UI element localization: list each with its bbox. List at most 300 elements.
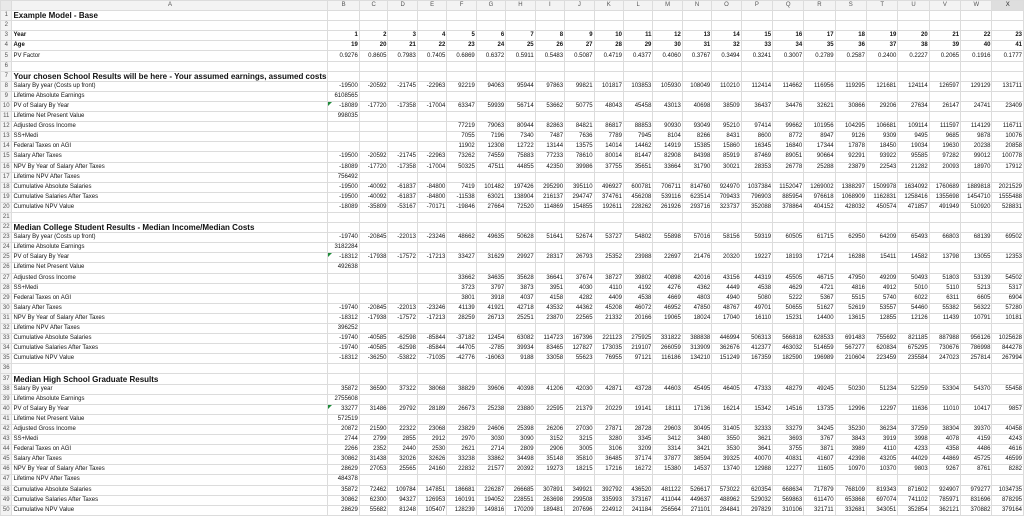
value-cell[interactable]: 44319 <box>741 273 772 283</box>
value-cell[interactable]: 55623 <box>565 354 594 364</box>
value-cell[interactable]: 7 <box>506 31 535 41</box>
empty-cell[interactable] <box>898 414 929 424</box>
value-cell[interactable]: 2906 <box>535 445 564 455</box>
empty-cell[interactable] <box>623 394 652 404</box>
value-cell[interactable]: -2785 <box>476 344 505 354</box>
value-cell[interactable]: 109784 <box>388 485 417 495</box>
empty-cell[interactable] <box>476 212 505 222</box>
value-cell[interactable]: 25398 <box>506 424 535 434</box>
value-cell[interactable]: 53727 <box>594 233 623 243</box>
value-cell[interactable]: 35 <box>804 41 835 51</box>
value-cell[interactable]: -70171 <box>417 202 446 212</box>
empty-cell[interactable] <box>961 71 992 81</box>
empty-cell[interactable] <box>653 263 682 273</box>
row-label-cell[interactable]: Lifetime Net Present Value <box>12 414 328 424</box>
value-cell[interactable]: 1 <box>328 31 359 41</box>
value-cell[interactable]: 0.8605 <box>359 51 388 61</box>
value-cell[interactable]: 4912 <box>866 283 897 293</box>
empty-cell[interactable] <box>866 475 897 485</box>
value-cell[interactable]: 25 <box>506 41 535 51</box>
value-cell[interactable]: -18312 <box>328 313 359 323</box>
value-cell[interactable]: 362121 <box>929 505 960 515</box>
value-cell[interactable]: 197426 <box>506 182 535 192</box>
empty-cell[interactable] <box>417 223 446 233</box>
value-cell[interactable]: 75883 <box>506 152 535 162</box>
column-header-a[interactable]: A <box>12 1 328 11</box>
empty-cell[interactable] <box>835 243 866 253</box>
empty-cell[interactable] <box>741 243 772 253</box>
value-cell[interactable]: 207696 <box>565 505 594 515</box>
empty-cell[interactable] <box>594 61 623 71</box>
value-cell[interactable]: 79063 <box>476 122 505 132</box>
empty-cell[interactable] <box>623 21 652 31</box>
value-cell[interactable]: 21332 <box>594 313 623 323</box>
empty-cell[interactable] <box>773 414 804 424</box>
empty-cell[interactable] <box>682 475 711 485</box>
empty-cell[interactable] <box>773 394 804 404</box>
empty-cell[interactable] <box>712 71 741 81</box>
value-cell[interactable]: 3693 <box>773 435 804 445</box>
value-cell[interactable]: 88853 <box>623 122 652 132</box>
value-cell[interactable]: 5515 <box>835 293 866 303</box>
empty-cell[interactable] <box>961 475 992 485</box>
empty-cell[interactable] <box>388 112 417 122</box>
value-cell[interactable]: 10181 <box>992 313 1024 323</box>
empty-cell[interactable] <box>359 394 388 404</box>
empty-cell[interactable] <box>961 263 992 273</box>
value-cell[interactable]: 49245 <box>804 384 835 394</box>
value-cell[interactable]: 50493 <box>898 273 929 283</box>
row-header[interactable]: 4 <box>1 41 12 51</box>
empty-cell[interactable] <box>835 364 866 374</box>
value-cell[interactable]: 23879 <box>835 162 866 172</box>
empty-cell[interactable] <box>992 91 1024 101</box>
row-label-cell[interactable]: Salary After Taxes <box>12 303 328 313</box>
value-cell[interactable]: 37259 <box>898 424 929 434</box>
empty-cell[interactable] <box>506 364 535 374</box>
value-cell[interactable]: -40092 <box>359 192 388 202</box>
empty-cell[interactable] <box>653 374 682 384</box>
value-cell[interactable]: 99821 <box>565 81 594 91</box>
empty-cell[interactable] <box>929 243 960 253</box>
value-cell[interactable]: 1152047 <box>773 182 804 192</box>
value-cell[interactable]: 295290 <box>535 182 564 192</box>
empty-cell[interactable] <box>476 243 505 253</box>
empty-cell[interactable] <box>961 212 992 222</box>
value-cell[interactable]: 24 <box>476 41 505 51</box>
value-cell[interactable]: 69502 <box>992 233 1024 243</box>
value-cell[interactable]: 37322 <box>388 384 417 394</box>
value-cell[interactable]: -17572 <box>388 253 417 263</box>
value-cell[interactable]: 12297 <box>866 404 897 414</box>
value-cell[interactable]: 4276 <box>653 283 682 293</box>
value-cell[interactable]: 3480 <box>682 435 711 445</box>
empty-cell[interactable] <box>476 11 505 21</box>
empty-cell[interactable] <box>773 374 804 384</box>
value-cell[interactable]: 4486 <box>961 445 992 455</box>
value-cell[interactable] <box>359 122 388 132</box>
value-cell[interactable]: 411044 <box>653 495 682 505</box>
value-cell[interactable]: 95585 <box>898 152 929 162</box>
value-cell[interactable]: 189481 <box>535 505 564 515</box>
value-cell[interactable]: 42350 <box>535 162 564 172</box>
empty-cell[interactable] <box>623 243 652 253</box>
value-cell[interactable]: 7419 <box>447 182 476 192</box>
empty-cell[interactable] <box>388 61 417 71</box>
empty-cell[interactable] <box>992 21 1024 31</box>
value-cell[interactable]: 93922 <box>866 152 897 162</box>
value-cell[interactable]: 3641 <box>741 445 772 455</box>
value-cell[interactable]: -17938 <box>359 313 388 323</box>
value-cell[interactable]: 42030 <box>565 384 594 394</box>
value-cell[interactable]: -62598 <box>388 344 417 354</box>
value-cell[interactable]: -53822 <box>388 354 417 364</box>
value-cell[interactable]: 16272 <box>623 465 652 475</box>
row-label-cell[interactable]: Your chosen School Results will be here - Your assumed earnings, assumed costs <box>13 71 327 81</box>
value-cell[interactable]: 182590 <box>773 354 804 364</box>
value-cell[interactable]: 569863 <box>773 495 804 505</box>
empty-cell[interactable] <box>594 112 623 122</box>
value-cell[interactable]: 31629 <box>476 253 505 263</box>
empty-cell[interactable] <box>535 414 564 424</box>
empty-cell[interactable] <box>992 112 1024 122</box>
value-cell[interactable]: 488962 <box>712 495 741 505</box>
empty-cell[interactable] <box>712 172 741 182</box>
empty-cell[interactable] <box>388 172 417 182</box>
value-cell[interactable]: 3345 <box>623 435 652 445</box>
empty-cell[interactable] <box>929 475 960 485</box>
value-cell[interactable]: 831696 <box>961 495 992 505</box>
empty-cell[interactable] <box>417 212 446 222</box>
value-cell[interactable]: 6605 <box>961 293 992 303</box>
value-cell[interactable]: 28189 <box>417 404 446 414</box>
value-cell[interactable]: 167359 <box>741 354 772 364</box>
value-cell[interactable]: -19500 <box>328 152 359 162</box>
empty-cell[interactable] <box>712 243 741 253</box>
empty-cell[interactable] <box>506 324 535 334</box>
empty-cell[interactable] <box>773 324 804 334</box>
empty-cell[interactable] <box>565 212 594 222</box>
value-cell[interactable]: 506313 <box>741 334 772 344</box>
value-cell[interactable]: 20320 <box>712 253 741 263</box>
empty-cell[interactable] <box>506 61 535 71</box>
empty-cell[interactable] <box>804 324 835 334</box>
value-cell[interactable]: 1269002 <box>804 182 835 192</box>
empty-cell[interactable] <box>417 71 446 81</box>
value-cell[interactable]: 27053 <box>359 465 388 475</box>
value-cell[interactable]: 11010 <box>929 404 960 414</box>
value-cell[interactable]: 4243 <box>992 435 1024 445</box>
value-cell[interactable]: 3755 <box>773 445 804 455</box>
value-cell[interactable]: 196989 <box>804 354 835 364</box>
empty-cell[interactable] <box>359 475 388 485</box>
value-cell[interactable]: 3951 <box>535 283 564 293</box>
empty-cell[interactable] <box>682 414 711 424</box>
value-cell[interactable]: 3215 <box>565 435 594 445</box>
empty-cell[interactable] <box>476 91 505 101</box>
value-cell[interactable]: 52259 <box>898 384 929 394</box>
value-cell[interactable]: 126953 <box>417 495 446 505</box>
row-label-cell[interactable]: Lifetime NPV After Taxes <box>12 475 328 485</box>
value-cell[interactable]: 30862 <box>328 455 359 465</box>
value-cell[interactable]: 343051 <box>866 505 897 515</box>
empty-cell[interactable] <box>804 364 835 374</box>
value-cell[interactable]: -17213 <box>417 253 446 263</box>
value-cell[interactable] <box>388 122 417 132</box>
value-cell[interactable]: 35810 <box>565 455 594 465</box>
value-cell[interactable]: 34245 <box>804 424 835 434</box>
empty-cell[interactable] <box>866 364 897 374</box>
value-cell[interactable]: 45495 <box>682 384 711 394</box>
empty-cell[interactable] <box>623 374 652 384</box>
value-cell[interactable]: 5317 <box>992 283 1024 293</box>
empty-cell[interactable] <box>712 61 741 71</box>
value-cell[interactable] <box>417 273 446 283</box>
empty-cell[interactable] <box>804 21 835 31</box>
value-cell[interactable]: -18089 <box>328 202 359 212</box>
empty-cell[interactable] <box>594 71 623 81</box>
empty-cell[interactable] <box>506 223 535 233</box>
value-cell[interactable]: 814760 <box>682 182 711 192</box>
value-cell[interactable]: 33427 <box>447 253 476 263</box>
value-cell[interactable]: 48662 <box>447 233 476 243</box>
value-cell[interactable]: 11636 <box>898 404 929 414</box>
value-cell[interactable]: 4282 <box>565 293 594 303</box>
value-cell[interactable]: 58156 <box>712 233 741 243</box>
value-cell[interactable]: 796903 <box>741 192 772 202</box>
empty-cell[interactable] <box>328 11 359 21</box>
value-cell[interactable]: 49209 <box>866 273 897 283</box>
value-cell[interactable]: 0.7405 <box>417 51 446 61</box>
empty-cell[interactable] <box>961 374 992 384</box>
value-cell[interactable]: -37182 <box>447 334 476 344</box>
value-cell[interactable]: 36 <box>835 41 866 51</box>
value-cell[interactable]: 77233 <box>535 152 564 162</box>
value-cell[interactable]: 28629 <box>328 505 359 515</box>
empty-cell[interactable] <box>835 172 866 182</box>
value-cell[interactable]: 21282 <box>898 162 929 172</box>
column-header-c[interactable]: C <box>359 1 388 11</box>
value-cell[interactable]: 0.7983 <box>388 51 417 61</box>
empty-cell[interactable] <box>741 364 772 374</box>
empty-cell[interactable] <box>682 112 711 122</box>
empty-cell[interactable] <box>866 243 897 253</box>
value-cell[interactable]: 114723 <box>535 334 564 344</box>
empty-cell[interactable] <box>535 172 564 182</box>
value-cell[interactable]: -44705 <box>447 344 476 354</box>
empty-cell[interactable] <box>623 61 652 71</box>
empty-cell[interactable] <box>388 364 417 374</box>
value-cell[interactable]: 18 <box>835 31 866 41</box>
value-cell[interactable]: 50230 <box>835 384 866 394</box>
value-cell[interactable]: -17358 <box>388 162 417 172</box>
empty-cell[interactable] <box>773 364 804 374</box>
empty-cell[interactable] <box>929 71 960 81</box>
value-cell[interactable]: 22543 <box>866 162 897 172</box>
value-cell[interactable]: 0.2400 <box>866 51 897 61</box>
value-cell[interactable]: -23246 <box>417 303 446 313</box>
value-cell[interactable]: 108049 <box>682 81 711 91</box>
empty-cell[interactable] <box>417 91 446 101</box>
empty-cell[interactable] <box>476 21 505 31</box>
row-header[interactable]: 30 <box>1 303 12 313</box>
empty-cell[interactable] <box>447 172 476 182</box>
value-cell[interactable]: 40831 <box>773 455 804 465</box>
empty-cell[interactable] <box>447 394 476 404</box>
value-cell[interactable]: -53167 <box>388 202 417 212</box>
row-label-cell[interactable]: PV of Salary By Year <box>12 101 328 111</box>
empty-cell[interactable] <box>594 364 623 374</box>
empty-cell[interactable] <box>328 364 359 374</box>
value-cell[interactable] <box>328 122 359 132</box>
value-cell[interactable]: 2912 <box>417 435 446 445</box>
value-cell[interactable]: 4078 <box>929 435 960 445</box>
empty-cell[interactable] <box>535 71 564 81</box>
value-cell[interactable]: 13740 <box>712 465 741 475</box>
row-label-cell[interactable]: SS+Medi <box>12 132 328 142</box>
value-cell[interactable]: -20592 <box>359 81 388 91</box>
value-cell[interactable]: 4449 <box>712 283 741 293</box>
row-label-cell[interactable]: Salary By year <box>12 384 328 394</box>
empty-cell[interactable] <box>476 374 505 384</box>
value-cell[interactable]: 7789 <box>594 132 623 142</box>
value-cell[interactable]: -17572 <box>388 313 417 323</box>
value-cell[interactable]: 45458 <box>623 101 652 111</box>
empty-cell[interactable] <box>898 61 929 71</box>
value-cell[interactable]: 16214 <box>712 404 741 414</box>
empty-cell[interactable] <box>992 212 1024 222</box>
row-label-cell[interactable]: Lifetime Net Present Value <box>12 263 328 273</box>
value-cell[interactable]: 10076 <box>992 132 1024 142</box>
empty-cell[interactable] <box>535 21 564 31</box>
empty-cell[interactable] <box>594 374 623 384</box>
value-cell[interactable]: 675295 <box>898 344 929 354</box>
empty-cell[interactable] <box>866 21 897 31</box>
empty-cell[interactable] <box>447 475 476 485</box>
value-cell[interactable]: 35628 <box>506 273 535 283</box>
value-cell[interactable]: 20392 <box>506 465 535 475</box>
row-header[interactable]: 21 <box>1 212 12 222</box>
empty-cell[interactable] <box>594 263 623 273</box>
empty-cell[interactable] <box>417 394 446 404</box>
value-cell[interactable]: -40092 <box>359 182 388 192</box>
empty-cell[interactable] <box>712 21 741 31</box>
empty-cell[interactable] <box>447 414 476 424</box>
empty-cell[interactable] <box>804 172 835 182</box>
value-cell[interactable]: 335993 <box>594 495 623 505</box>
empty-cell[interactable] <box>898 11 929 21</box>
value-cell[interactable]: 6022 <box>898 293 929 303</box>
value-cell[interactable]: 14582 <box>898 253 929 263</box>
value-cell[interactable]: 785971 <box>929 495 960 505</box>
value-cell[interactable]: 741102 <box>898 495 929 505</box>
value-cell[interactable]: 42398 <box>835 455 866 465</box>
value-cell[interactable]: 95210 <box>712 122 741 132</box>
value-cell[interactable]: 3801 <box>447 293 476 303</box>
row-header[interactable]: 16 <box>1 162 12 172</box>
empty-cell[interactable] <box>506 243 535 253</box>
value-cell[interactable]: 653868 <box>835 495 866 505</box>
value-cell[interactable]: 4721 <box>804 283 835 293</box>
value-cell[interactable]: -19500 <box>328 182 359 192</box>
empty-cell[interactable] <box>835 324 866 334</box>
row-label-cell[interactable]: Lifetime NPV After Taxes <box>12 172 328 182</box>
empty-cell[interactable] <box>682 71 711 81</box>
empty-cell[interactable] <box>388 324 417 334</box>
row-header[interactable]: 46 <box>1 465 12 475</box>
value-cell[interactable]: 50655 <box>773 303 804 313</box>
empty-cell[interactable] <box>476 394 505 404</box>
value-cell[interactable]: -61837 <box>388 182 417 192</box>
row-label-cell[interactable]: Cumulative Salaries After Taxes <box>12 344 328 354</box>
empty-cell[interactable] <box>804 394 835 404</box>
column-header-s[interactable]: S <box>835 1 866 11</box>
value-cell[interactable]: 17136 <box>682 404 711 414</box>
value-cell[interactable]: 7196 <box>476 132 505 142</box>
row-header[interactable]: 43 <box>1 435 12 445</box>
row-label-cell[interactable]: Adjusted Gross Income <box>12 424 328 434</box>
empty-cell[interactable] <box>866 394 897 404</box>
empty-cell[interactable] <box>476 364 505 374</box>
empty-cell[interactable] <box>417 364 446 374</box>
value-cell[interactable]: 39606 <box>476 384 505 394</box>
row-label-cell[interactable]: Federal Taxes on AGI <box>12 142 328 152</box>
value-cell[interactable]: 284841 <box>712 505 741 515</box>
value-cell[interactable]: 1889818 <box>961 182 992 192</box>
value-cell[interactable]: -40585 <box>359 334 388 344</box>
value-cell[interactable]: 17216 <box>594 465 623 475</box>
value-cell[interactable]: 173035 <box>594 344 623 354</box>
value-cell[interactable]: 56714 <box>506 101 535 111</box>
value-cell[interactable]: 26673 <box>447 404 476 414</box>
empty-cell[interactable] <box>506 374 535 384</box>
value-cell[interactable]: 9 <box>565 31 594 41</box>
value-cell[interactable]: 9857 <box>992 404 1024 414</box>
value-cell[interactable]: -19846 <box>447 202 476 212</box>
row-header[interactable]: 14 <box>1 142 12 152</box>
value-cell[interactable]: 844278 <box>992 344 1024 354</box>
row-label-cell[interactable]: Adjusted Gross Income <box>12 122 328 132</box>
value-cell[interactable]: 821185 <box>898 334 929 344</box>
empty-cell[interactable] <box>447 374 476 384</box>
value-cell[interactable]: 55898 <box>653 233 682 243</box>
value-cell[interactable]: -22963 <box>417 152 446 162</box>
row-header[interactable]: 42 <box>1 424 12 434</box>
value-cell[interactable]: 24160 <box>417 465 446 475</box>
value-cell[interactable]: 45208 <box>594 303 623 313</box>
row-label-cell[interactable]: SS+Medi <box>12 435 328 445</box>
value-cell[interactable] <box>359 132 388 142</box>
empty-cell[interactable] <box>447 263 476 273</box>
empty-cell[interactable] <box>565 324 594 334</box>
value-cell[interactable]: 484378 <box>328 475 359 485</box>
value-cell[interactable]: 25288 <box>804 162 835 172</box>
empty-cell[interactable] <box>712 112 741 122</box>
value-cell[interactable]: 28353 <box>741 162 772 172</box>
empty-cell[interactable] <box>961 243 992 253</box>
value-cell[interactable]: 379164 <box>992 505 1024 515</box>
value-cell[interactable]: 55382 <box>929 303 960 313</box>
value-cell[interactable]: 170209 <box>506 505 535 515</box>
value-cell[interactable]: 81447 <box>623 152 652 162</box>
value-cell[interactable]: 611470 <box>804 495 835 505</box>
empty-cell[interactable] <box>359 61 388 71</box>
value-cell[interactable]: 56322 <box>961 303 992 313</box>
empty-cell[interactable] <box>712 374 741 384</box>
value-cell[interactable]: 0.2065 <box>929 51 960 61</box>
empty-cell[interactable] <box>929 364 960 374</box>
value-cell[interactable]: 313909 <box>682 344 711 354</box>
